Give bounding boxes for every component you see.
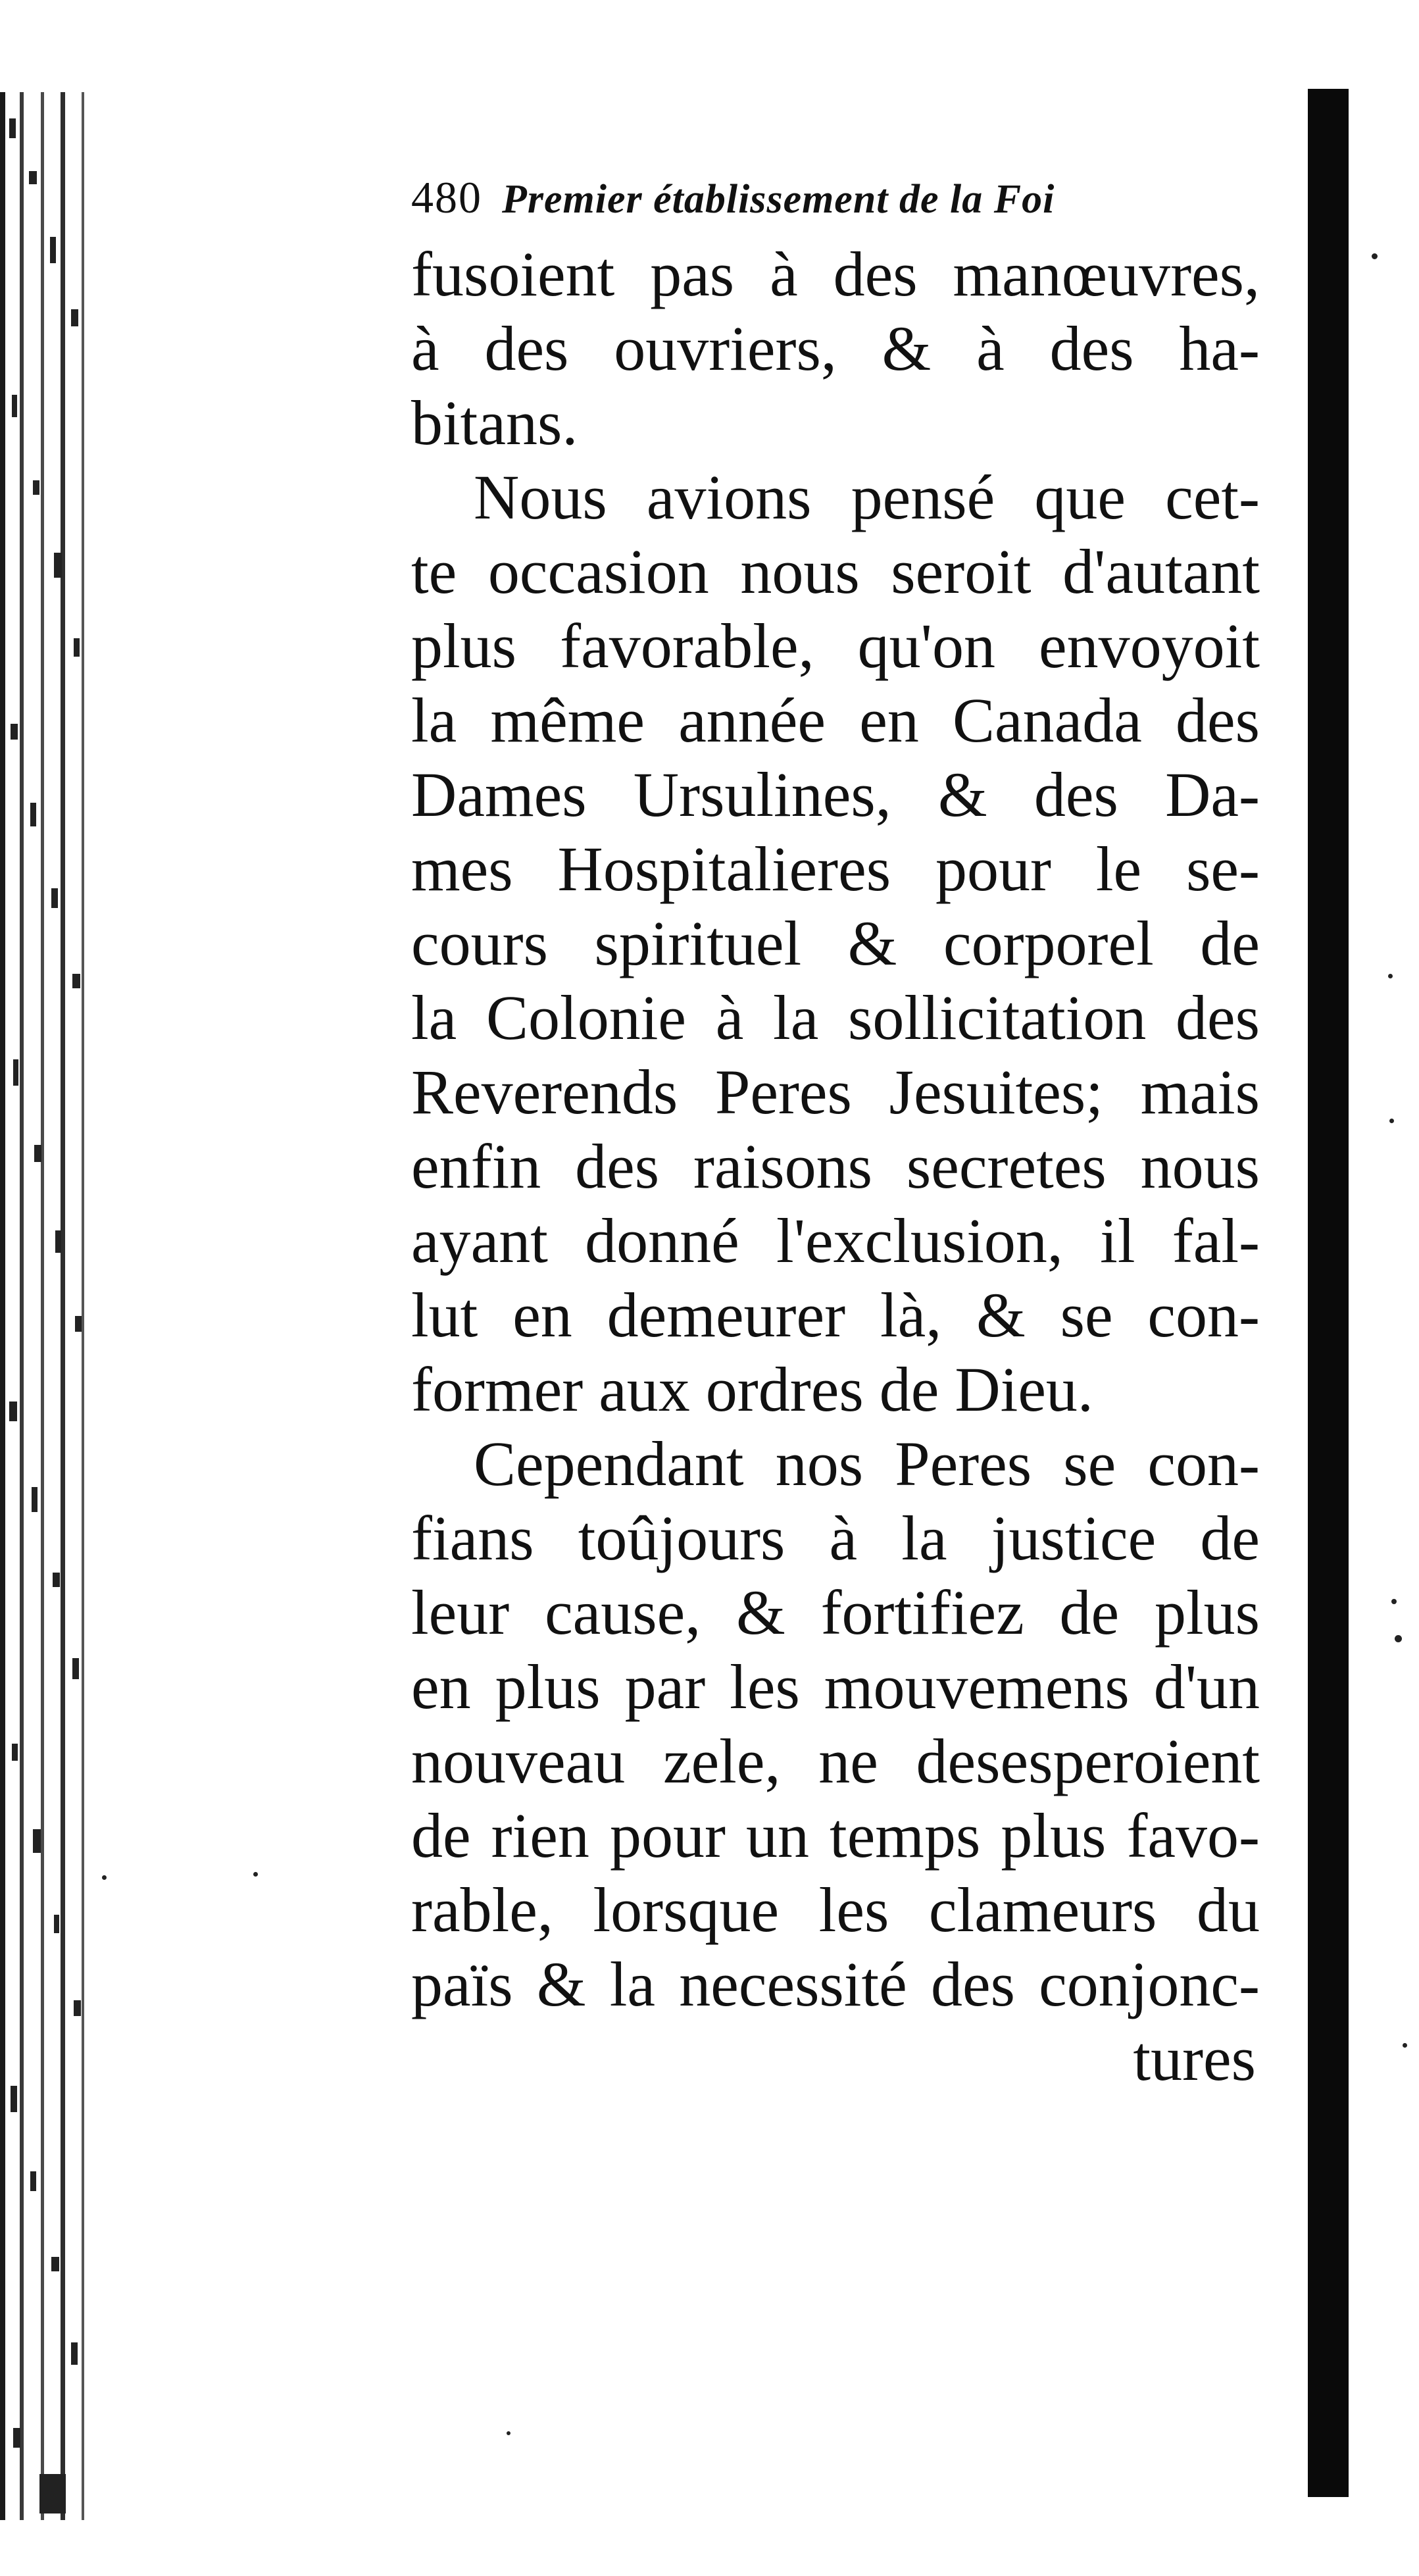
text-line: la même année en Canada des	[411, 685, 1260, 755]
margin-speck	[507, 2431, 510, 2435]
text-line: mes Hospitalieres pour le se-	[411, 834, 1260, 904]
page-number: 480	[411, 172, 482, 222]
margin-speck	[1403, 2043, 1407, 2048]
text-line: Reverends Peres Jesuites; mais	[411, 1057, 1260, 1127]
text-line: Dames Ursulines, & des Da-	[411, 759, 1260, 830]
page-header	[411, 158, 1260, 237]
text-line: lut en demeurer là, & se con-	[411, 1280, 1260, 1350]
text-line: à des ouvriers, & à des ha-	[411, 313, 1260, 384]
text-line: ayant donné l'exclusion, il fal-	[411, 1205, 1260, 1276]
gutter-speckle-pattern	[0, 92, 99, 2520]
margin-speck	[1395, 1635, 1402, 1642]
text-line: la Colonie à la sollicitation des	[411, 982, 1260, 1053]
margin-speck	[102, 1875, 107, 1880]
text-line: nouveau zele, ne desesperoient	[411, 1726, 1260, 1796]
text-line: païs & la necessité des conjonc-	[411, 1949, 1260, 2019]
text-line: former aux ordres de Dieu.	[411, 1354, 1093, 1425]
running-head: Premier établissement de la Foi	[502, 177, 1055, 222]
text-line: Cependant nos Peres se con-	[474, 1428, 1260, 1499]
margin-speck	[1388, 974, 1393, 978]
catchword: tures	[1133, 2023, 1256, 2094]
margin-speck	[1391, 1599, 1397, 1604]
text-line: te occasion nous seroit d'autant	[411, 536, 1260, 607]
text-line: leur cause, & fortifiez de plus	[411, 1577, 1260, 1648]
text-line: cours spirituel & corporel de	[411, 908, 1260, 978]
text-line: rable, lorsque les clameurs du	[411, 1875, 1260, 1945]
text-line: en plus par les mouvemens d'un	[411, 1652, 1260, 1722]
right-margin-rule	[1308, 89, 1349, 2497]
binding-gutter	[0, 92, 99, 2520]
margin-speck	[1389, 1119, 1394, 1123]
text-line: Nous avions pensé que cet-	[474, 462, 1260, 532]
margin-speck	[1372, 253, 1378, 259]
text-line: enfin des raisons secretes nous	[411, 1131, 1260, 1201]
text-line: plus favorable, qu'on envoyoit	[411, 611, 1260, 681]
text-block	[411, 158, 1260, 2096]
text-line: bitans.	[411, 388, 578, 458]
text-line: fians toûjours à la justice de	[411, 1503, 1260, 1573]
text-line: fusoient pas à des manœuvres,	[411, 239, 1260, 309]
margin-speck	[253, 1872, 258, 1877]
text-line: de rien pour un temps plus favo-	[411, 1800, 1260, 1871]
